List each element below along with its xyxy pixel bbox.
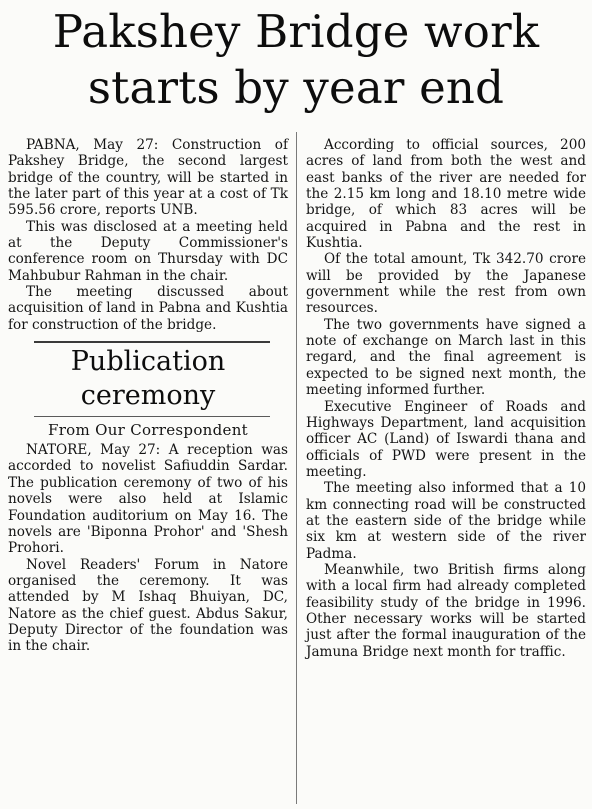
right-column: [306, 137, 586, 660]
story1-continued-3: The two governments have signed a note of exchange on March last in this regard, and the final agreement is expected to be signed next month, the meeting informed further.: [306, 316, 586, 399]
story1-dateline: PABNA, May 27:: [26, 137, 159, 153]
subhead-rule-top: [34, 341, 270, 343]
story2-dateline: NATORE, May 27:: [26, 442, 161, 459]
main-headline: [6, 4, 586, 116]
story1-continued-6: Meanwhile, two British firms along with a local firm had already completed feasibility study of the bridge in 1996. Other necessary works will be started just after the formal inauguration of the Jamuna Bridge next month for traffic.: [306, 561, 586, 660]
story1-continued-1: According to official sources, 200 acres of land from both the west and east banks of the river are needed for the 2.15 km long and 18.10 metre wide bridge, of which 83 acres will be acquired in Pabna and the rest in Kushtia.: [306, 137, 586, 252]
story1-continued-5: The meeting also informed that a 10 km connecting road will be constructed at the eastern side of the bridge while six km at western side of the river Padma.: [306, 480, 586, 562]
left-column: [8, 137, 288, 655]
column-divider: [296, 132, 297, 804]
story2-lead-text: A reception was accorded to novelist Safiuddin Sardar. The publication ceremony of two of his novels were also held at Islamic Foundation auditorium on May 16. The novels are 'Biponna Prohor' and 'Shesh Prohori.: [8, 442, 288, 557]
story1-continued-2: Of the total amount, Tk 342.70 crore will be provided by the Japanese government while the rest from own resources.: [306, 251, 586, 317]
story2-paragraph-2: Novel Readers' Forum in Natore organised the ceremony. It was attended by M Ishaq Bhuiyan, DC, Natore as the chief guest. Abdus Sakur, Deputy Director of the foundation was in the chair.: [8, 556, 288, 655]
story1-continued-4: Executive Engineer of Roads and Highways Department, land acquisition officer AC (Land) of Iswardi thana and officials of PWD were present in the meeting.: [306, 398, 586, 480]
headline-line-1: Pakshey Bridge work: [52, 5, 540, 58]
headline-line-2: starts by year end: [87, 61, 505, 114]
story2-byline: From Our Correspondent: [48, 421, 248, 440]
story1-lead-text: Construction of Pakshey Bridge, the second largest bridge of the country, will be started in the later part of this year at a cost of Tk 595.56 crore, reports UNB.: [8, 137, 288, 219]
story1-paragraph-2: This was disclosed at a meeting held at the Deputy Commissioner's conference room on Thursday with DC Mahbubur Rahman in the chair.: [8, 218, 288, 284]
subhead-rule-bottom: [34, 416, 270, 417]
story2-headline: Publication ceremony: [70, 346, 226, 412]
story2-paragraph-1: [8, 442, 288, 556]
story1-paragraph-3: The meeting discussed about acquisition of land in Pabna and Kushtia for construction of the bridge.: [8, 284, 288, 333]
story1-paragraph-1: [8, 137, 288, 219]
